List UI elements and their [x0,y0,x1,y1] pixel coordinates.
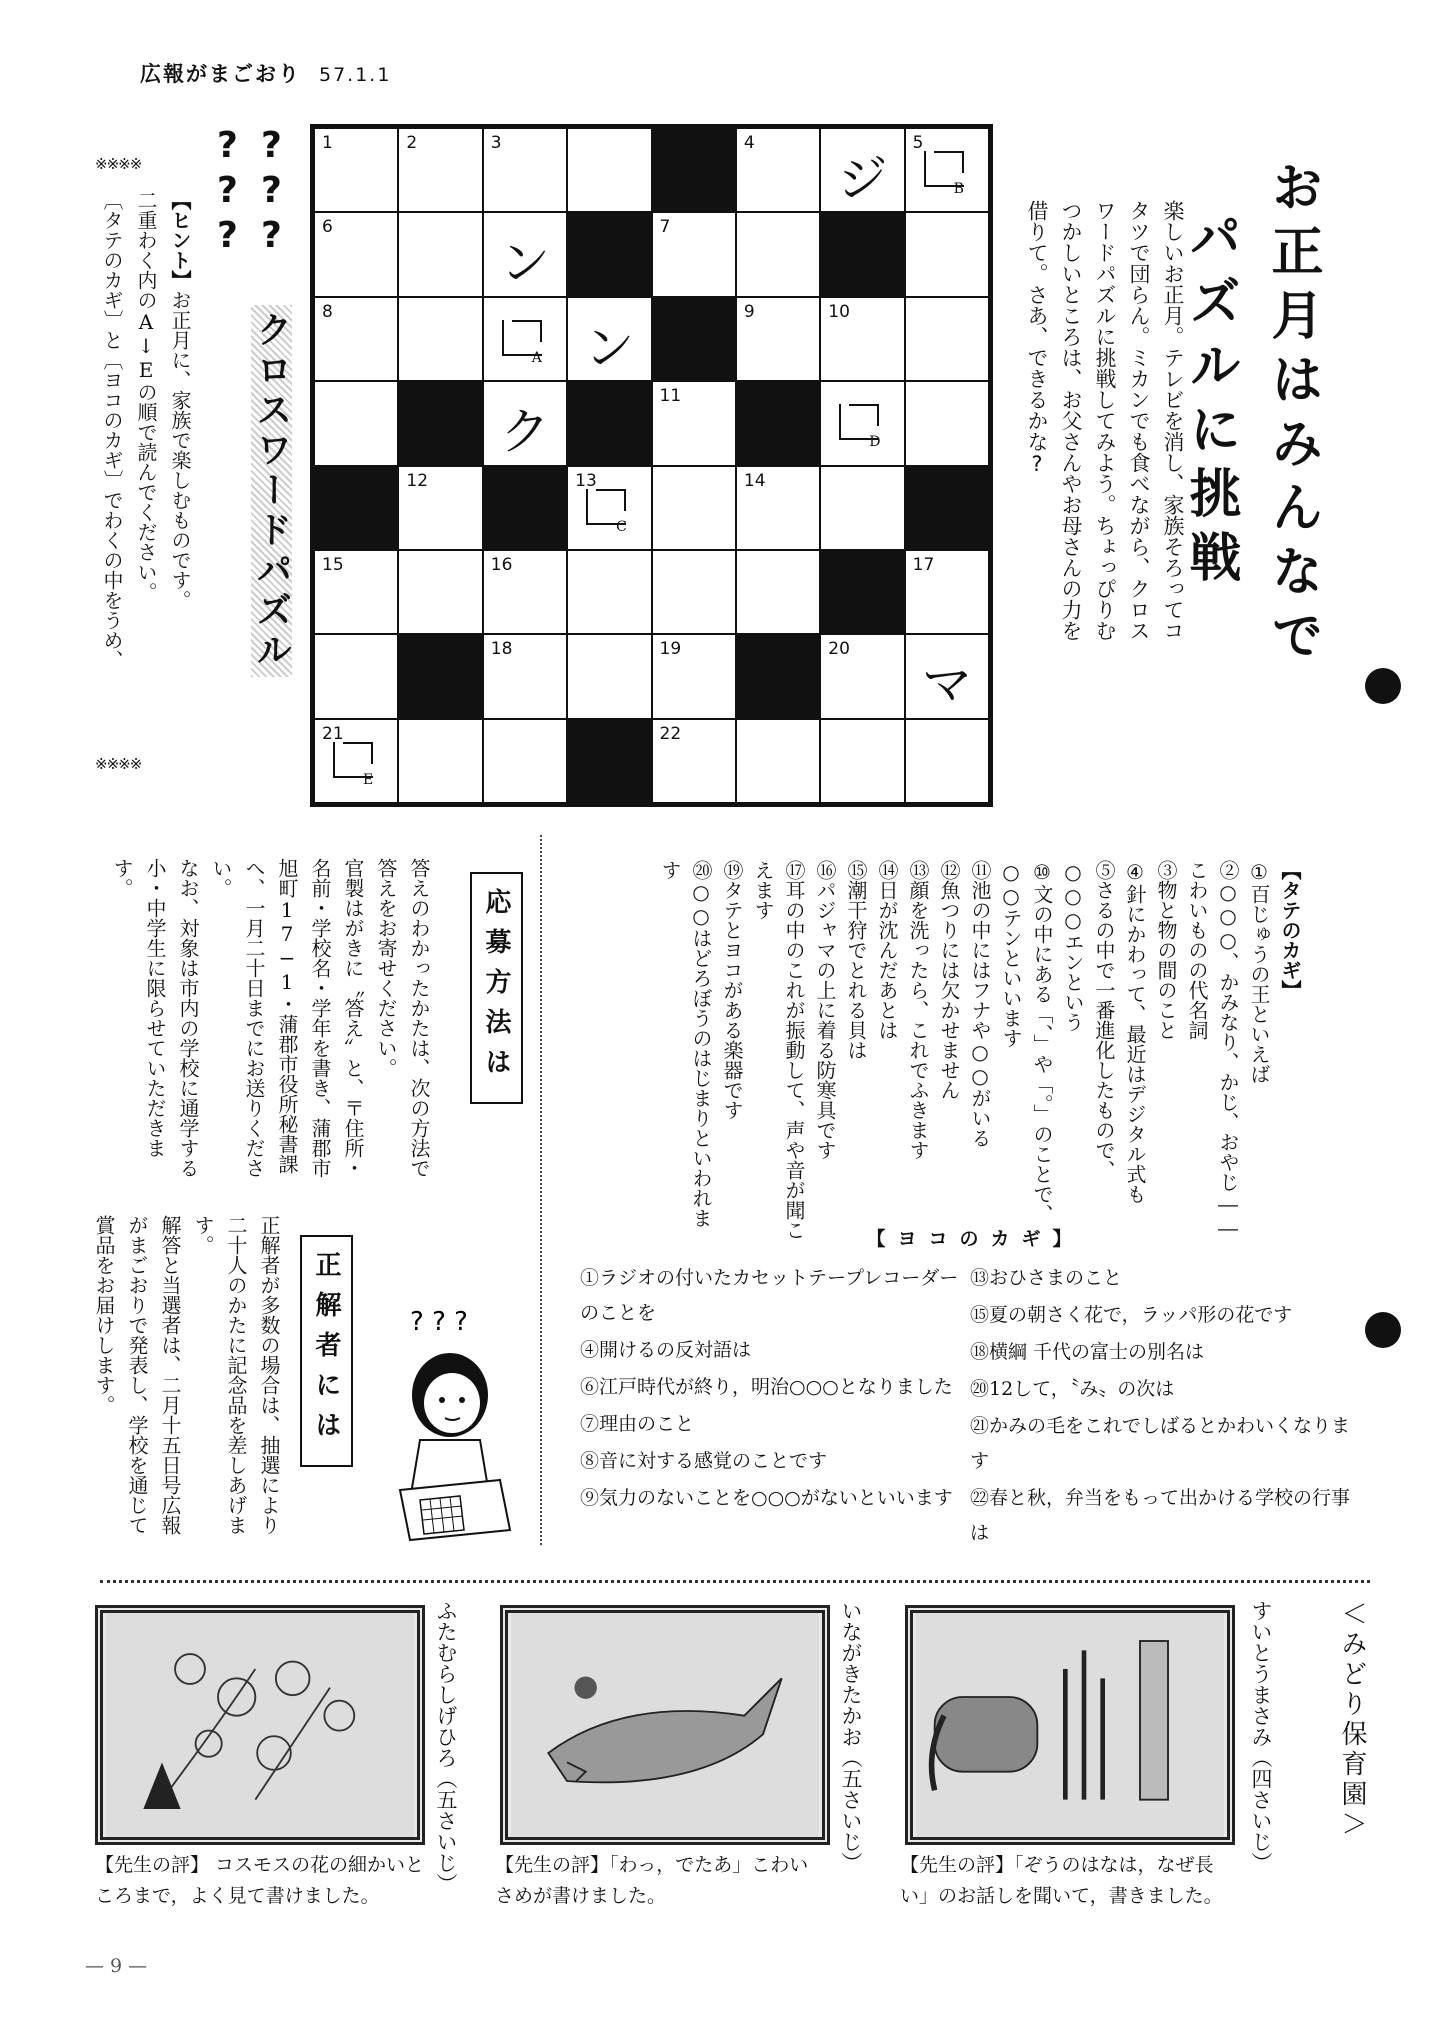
tate-clue: ⑫魚つりには欠かせません [937,860,961,1100]
cell-letter: ク [499,403,550,462]
cell-number: 14 [743,470,766,491]
crossword-cell[interactable] [314,719,398,803]
tate-clue: ③物と物の間のこと [1154,860,1178,1040]
tate-clues [545,860,1305,1240]
crossword-cell[interactable] [820,634,904,718]
thinking-girl-illustration [380,1300,520,1550]
crossword-cell[interactable] [567,297,651,381]
section-divider [100,1580,1370,1583]
cell-number: 22 [659,723,682,744]
margin-dot [1365,1312,1401,1348]
cell-number: 15 [322,554,344,575]
crossword-cell[interactable] [652,212,736,296]
crossword-cell[interactable] [820,381,904,465]
cell-letter: ン [499,234,550,293]
crossword-cell[interactable] [567,466,651,550]
cell-number: 13 [575,470,597,491]
crossword-cell[interactable] [398,466,482,550]
marker-letter: A [531,349,542,366]
intro-line: ワードパズルに挑戦してみよう。ちょっぴりむ [1093,200,1117,641]
crossword-cell[interactable] [736,212,820,296]
yoko-clue: ⑮夏の朝さく花で，ラッパ形の花です [970,1304,1293,1326]
question-marks-bottom: ??? [207,125,248,260]
drawing-cosmos [95,1605,425,1845]
apply-body [95,858,435,1188]
crossword-cell[interactable] [398,297,482,381]
yoko-clue: ⑳12して，〝み〟の次は [970,1378,1175,1400]
black-cell [905,466,989,550]
cell-number: 3 [490,133,502,153]
cell-number: 21 [322,723,344,744]
cell-number: 17 [912,554,935,575]
caption-2: 【先生の評】「わっ，でたあ」こわいさめが書けました。 [495,1854,809,1907]
crossword-cell[interactable] [483,297,567,381]
yoko-clue: ①ラジオの付いたカセットテープレコーダーのことを [580,1267,959,1324]
black-cell [652,297,736,381]
caption-3: 【先生の評】「ぞうのはなは，なぜ長い」のお話しを聞いて，書きました。 [900,1854,1223,1907]
crossword-cell[interactable] [314,297,398,381]
yoko-clue: ④開けるの反対語は [580,1339,752,1361]
cell-number: 11 [659,386,682,407]
winners-body [92,1215,285,1535]
hint-line-3: 〔タテのカギ〕と〔ヨコのカギ〕でわくの中をうめ、 [100,190,124,670]
caption-1: 【先生の評】 コスモスの花の細かいところまで，よく見て書けました。 [95,1854,425,1907]
crossword-cell[interactable] [314,550,398,634]
crossword-grid [310,124,993,807]
tate-clue: ⑯パジャマの上に着る防寒具です [813,860,837,1160]
apply-paragraph: 官製はがきに〝答え〟と、〒住所・名前・学校名・学年を書き、蒲郡市旭町17−1・蒲郡市役所秘書課へ、一月二十日までにお送りください。 [209,858,365,1178]
crossword-cell[interactable] [483,212,567,296]
yoko-clue: ⑬おひさまのこと [970,1267,1123,1289]
hint-block [95,190,197,750]
tate-clue: ②○○○、かみなり、かじ、おやじ――こわいものの代名詞 [1185,860,1240,1240]
crossword-cell[interactable] [820,128,904,212]
intro-line: タツで団らん。ミカンでも食べながら、クロス [1127,200,1151,641]
cell-number: 6 [322,217,333,238]
yoko-heading: 【ヨコのカギ】 [866,1228,1084,1250]
crossword-cell[interactable] [820,297,904,381]
crossword-cell[interactable] [314,381,398,465]
crossword-cell[interactable] [905,297,989,381]
apply-paragraph: 答えのわかったかたは、次の方法で答えをお寄せください。 [374,858,431,1178]
yoko-clues [580,1222,1370,1553]
crossword-cell[interactable] [820,466,904,550]
black-cell [483,466,567,550]
apply-paragraph: なお、対象は市内の学校に通学する小・中学生に限らせていただきます。 [110,858,200,1178]
winners-heading: 正解者には [300,1235,353,1467]
tate-clue: ①百じゅうの王といえば [1247,860,1271,1084]
crossword-cell[interactable] [905,212,989,296]
crossword-cell[interactable] [905,381,989,465]
cell-number: 1 [322,133,333,153]
crossword-cell[interactable] [398,550,482,634]
cell-number: 19 [659,639,682,660]
tate-clue: ⑬顔を洗ったら、これでふきます [906,860,930,1160]
yoko-clue: ⑱横綱 千代の富士の別名は [970,1341,1205,1363]
black-cell [652,128,736,212]
crossword-cell[interactable] [314,212,398,296]
tate-clue: ⑪池の中にはフナや○○がいる [968,860,992,1148]
intro-line: 借りて。さあ、できるかな? [1025,200,1049,476]
black-cell [820,212,904,296]
cell-number: 9 [743,301,755,322]
apply-heading: 応募方法は [470,872,523,1104]
crossword-cell[interactable] [820,719,904,803]
marker-letter: E [363,771,374,788]
cell-number: 20 [828,639,850,660]
tate-clue: ⑭日が沈んだあとは [875,860,899,1040]
crossword-cell[interactable] [652,466,736,550]
black-cell [820,550,904,634]
black-cell [567,719,651,803]
black-cell [314,466,398,550]
hint-stars-top: ※※※※ [95,155,142,173]
tate-clue: ⑲タテとヨコがある楽器です [720,860,744,1120]
page-number: — 9 — [85,1955,148,1977]
tate-clue: ⑮潮干狩でとれる貝は [844,860,868,1060]
crossword-cell[interactable] [398,128,482,212]
crossword-cell[interactable] [905,128,989,212]
black-cell [398,381,482,465]
cell-number: 16 [490,554,513,575]
crossword-cell[interactable] [736,297,820,381]
cell-letter: ジ [837,150,888,208]
crossword-cell[interactable] [483,550,567,634]
crossword-cell[interactable] [736,719,820,803]
page-header [140,58,391,88]
crossword-cell[interactable] [398,212,482,296]
crossword-cell[interactable] [652,381,736,465]
yoko-clue: ⑦理由のこと [580,1413,695,1435]
crossword-cell[interactable] [736,128,820,212]
crossword-cell[interactable] [652,719,736,803]
crossword-cell[interactable] [483,381,567,465]
yoko-clue: ㉑かみの毛をこれでしばるとかわいくなります [970,1415,1351,1472]
double-frame-marker [333,742,377,788]
cell-number: 4 [743,133,755,153]
double-frame-marker [502,320,546,366]
double-frame-marker [839,404,883,451]
marker-letter: B [953,181,964,197]
crossword-cell[interactable] [483,128,567,212]
cell-number: 12 [406,470,429,491]
artist-1: ふたむらしげひろ（五さいじ） [434,1600,458,1894]
tate-clue: ⑰耳の中のこれが振動して、声や音が聞こえます [751,860,806,1240]
svg-text:? ? ?: ? ? ? [410,1307,468,1337]
puzzle-name-column [205,125,293,825]
page-title [1169,160,1333,760]
crossword-cell[interactable] [567,550,651,634]
marker-letter: C [616,518,627,535]
black-cell [567,381,651,465]
cell-number: 10 [828,301,850,322]
crossword-cell[interactable] [483,634,567,718]
title-line-2: パズルに挑戦 [1180,210,1240,594]
black-cell [736,381,820,465]
cell-letter: ン [584,318,635,377]
crossword-cell[interactable] [905,550,989,634]
crossword-cell[interactable] [905,634,989,718]
cell-letter: マ [921,656,972,715]
drawing-elephant [905,1605,1235,1845]
cell-number: 18 [490,639,513,660]
yoko-clue: ⑥江戸時代が終り，明治○○○となりました [580,1376,953,1398]
artist-2: いながきたかお（五さいじ） [839,1600,863,1873]
crossword-cell[interactable] [652,550,736,634]
winners-paragraph: 正解者が多数の場合は、抽選により二十人のかたに記念品を差しあげます。 [191,1215,281,1535]
marker-letter: D [869,434,881,451]
crossword-cell[interactable] [652,634,736,718]
hint-label: 【ヒント】 [168,190,192,290]
crossword-cell[interactable] [736,550,820,634]
tate-heading: 【タテのカギ】 [1278,860,1302,1000]
yoko-clue: ⑧音に対する感覚のことです [580,1450,828,1472]
crossword-cell[interactable] [398,719,482,803]
crossword-cell[interactable] [314,128,398,212]
puzzle-name: クロスワードパズル [251,305,292,677]
tate-clue: ④針にかわって、最近はデジタル式も [1123,860,1147,1204]
double-frame-marker [924,151,968,197]
header-title: 広報がまごおり [140,62,301,86]
margin-dot [1365,668,1401,704]
yoko-left-column [580,1261,970,1553]
crossword-cell[interactable] [483,719,567,803]
double-frame-marker [586,489,630,535]
black-cell [398,634,482,718]
artist-3: すいとうまさみ（四さいじ） [1249,1600,1273,1873]
crossword-cell[interactable] [905,719,989,803]
school-name: ＜みどり保育園＞ [1337,1600,1367,1840]
header-date: 57.1.1 [319,64,392,86]
winners-paragraph: 解答と当選者は、二月十五日号広報がまごおりで発表し、学校を通じて賞品をお届けします。 [92,1215,182,1535]
question-marks-top: ??? [251,125,292,260]
cell-number: 2 [406,133,418,153]
yoko-clue: ⑨気力のないことを○○○がないといいます [580,1487,953,1509]
cell-number: 8 [322,301,333,322]
tate-clue: ⑳○○はどろぼうのはじまりといわれます [658,860,713,1228]
tate-clue: ⑩文の中にある「、」や「。」のことで、○○テンといいます [999,860,1054,1224]
intro-text [1020,200,1190,700]
cell-number: 7 [659,217,671,238]
crossword-cell[interactable] [314,634,398,718]
hint-line-2: 二重わく内のA↓Eの順で読んでください。 [134,190,158,602]
intro-line: つかしいところは、お父さんやお母さんの力を [1059,200,1083,641]
drawing-shark [500,1605,830,1845]
cell-number: 5 [912,133,924,153]
intro-line: 楽しいお正月。テレビを消し、家族そろってコ [1161,200,1185,641]
crossword-cell[interactable] [736,466,820,550]
black-cell [567,212,651,296]
crossword-cell[interactable] [567,634,651,718]
title-line-1: お正月はみんなで [1262,160,1322,672]
hint-stars-bottom: ※※※※ [95,755,142,773]
black-cell [736,634,820,718]
yoko-right-column [970,1261,1360,1553]
hint-line-1: お正月に、家族で楽しむものです。 [168,290,192,610]
column-divider [540,835,542,1545]
crossword-cell[interactable] [567,128,651,212]
tate-clue: ⑤さるの中で一番進化したもので、○○○エンという [1061,860,1116,1180]
yoko-clue: ㉒春と秋，弁当をもって出かける学校の行事は [970,1487,1351,1544]
